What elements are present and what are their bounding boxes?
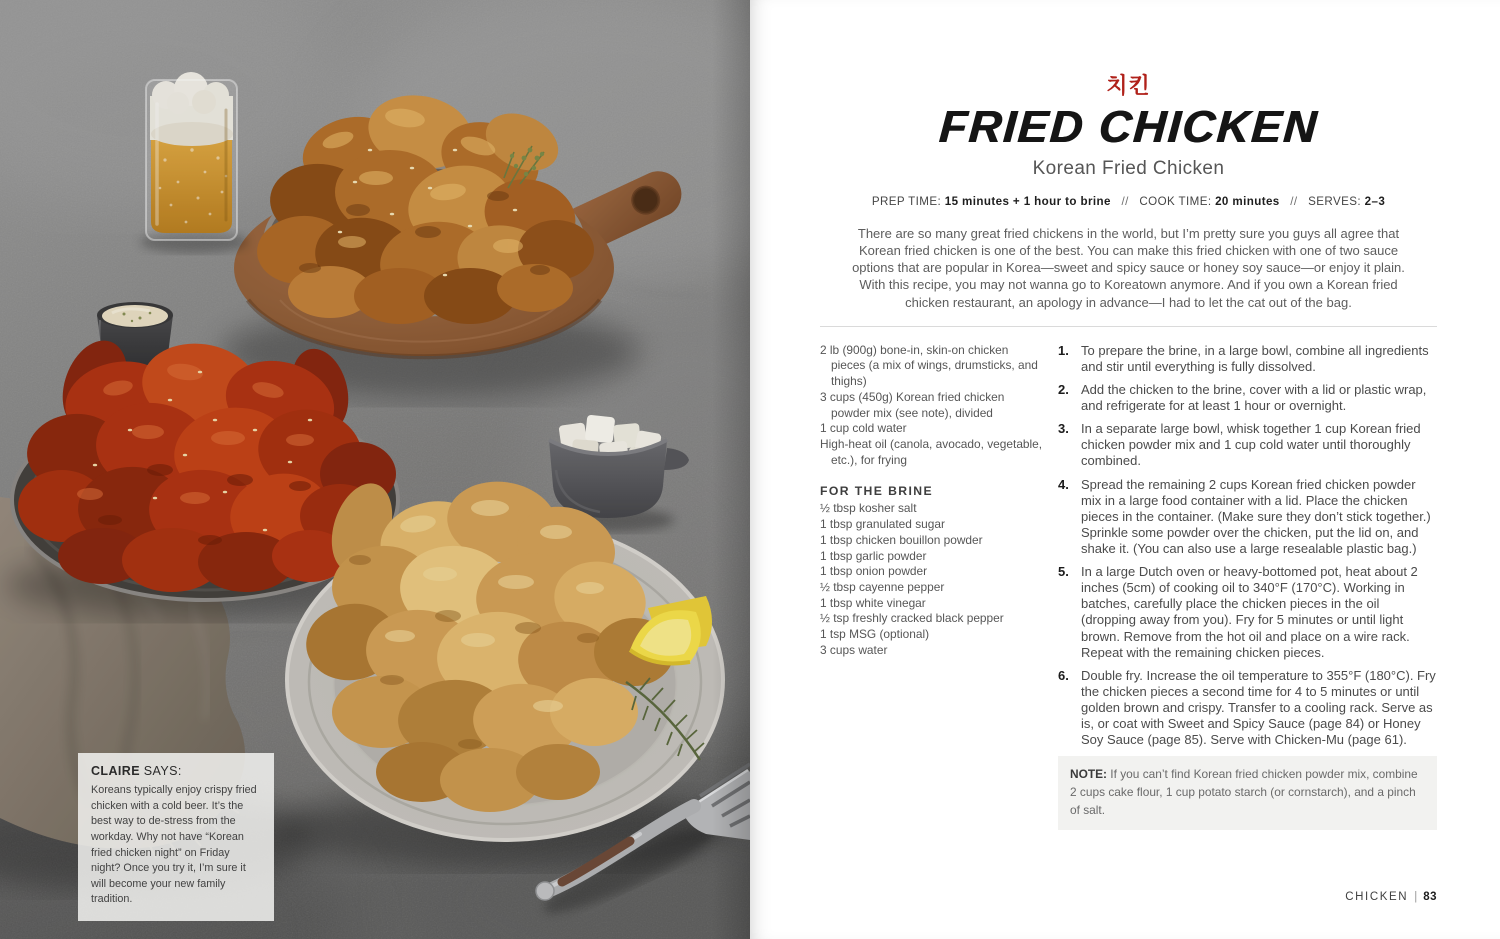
ingredients-column [820,343,1044,830]
claire-says-box [78,753,274,921]
brine-item: 1 tbsp granulated sugar [820,517,945,532]
step-item [1058,382,1437,414]
brine-item: 1 tbsp garlic powder [820,548,927,563]
recipe-subtitle: Korean Fried Chicken [1032,158,1225,179]
recipe-meta [820,195,1437,208]
page-gutter-shadow [712,0,750,939]
cook-time-label: COOK TIME: [1139,195,1212,208]
step-text: Add the chicken to the brine, cover with a lid or plastic wrap, and refrigerate for at least 1 hour or overnight. [1081,382,1427,414]
brine-item: 1 tbsp chicken bouillon powder [820,532,983,547]
step-item [1058,668,1437,749]
brine-section-header: FOR THE BRINE [820,484,933,499]
page-number: 83 [1423,891,1437,903]
step-text: To prepare the brine, in a large bowl, combine all ingredients and stir until everything is fully dissolved. [1081,342,1429,374]
brine-item: ½ tbsp cayenne pepper [820,579,945,594]
brine-item: 1 tsp MSG (optional) [820,627,930,642]
brine-item: ½ tsp freshly cracked black pepper [820,611,1004,626]
prep-time-value: 15 minutes + 1 hour to brine [944,195,1111,208]
step-item [1058,343,1437,375]
step-text: Spread the remaining 2 cups Korean fried chicken powder mix in a large food container with a lid. Place the chicken pieces in the container. (Make sure they don’t stick together.) Sprinkle some powder over the chicken, put the lid on, and shake it. (You can also use a large resealable plastic bag.) [1081,476,1431,556]
step-number: 6. [1058,667,1069,683]
page-footer [1345,891,1437,903]
ingredients-list [820,343,1044,469]
brine-item: ½ tbsp kosher salt [820,501,917,516]
ingredient-item: 1 cup cold water [820,421,907,436]
chapter-name: CHICKEN [1345,891,1409,903]
brine-item: 3 cups water [820,642,888,657]
note-label: NOTE: [1070,767,1107,782]
step-number: 4. [1058,476,1069,492]
prep-time-label: PREP TIME: [871,195,942,208]
note-text: If you can’t find Korean fried chicken powder mix, combine 2 cups cake flour, 1 cup potato starch (or cornstarch), and a pinch of salt. [1070,767,1418,818]
recipe-page [750,0,1500,939]
step-text: In a separate large bowl, whisk together 1 cup Korean fried chicken powder mix and 1 cup cold water until thoroughly combined. [1081,421,1421,469]
meta-separator: // [1121,195,1129,208]
steps-list [1058,343,1437,749]
step-item [1058,421,1437,469]
brine-item: 1 tbsp onion powder [820,564,928,579]
recipe-title: FRIED CHICKEN [937,101,1320,152]
step-item [1058,477,1437,558]
brine-item: 1 tbsp white vinegar [820,595,926,610]
brine-list [820,501,1044,658]
divider-rule [820,326,1437,327]
steps-column [1058,343,1437,830]
footer-divider: | [1414,891,1418,903]
serves-label: SERVES: [1308,195,1362,208]
step-number: 3. [1058,421,1069,437]
korean-kicker: 치킨 [1106,73,1151,98]
cook-time-value: 20 minutes [1215,195,1280,208]
ingredient-item: High-heat oil (canola, avocado, vegetable, etc.), for frying [820,437,1043,467]
step-text: In a large Dutch oven or heavy-bottomed pot, heat about 2 inches (5cm) of cooking oil to 340°F (170°C). Working in batches, carefully place the chicken pieces in the oil (dropping away from you). Fry for 5 minutes or until light brown. Remove from the hot oil and place on a wire rack. Repeat with the remaining chicken pieces. [1081,564,1418,660]
step-item [1058,564,1437,661]
ingredient-item: 3 cups (450g) Korean fried chicken powder mix (see note), divided [820,389,1005,420]
meta-separator: // [1290,195,1298,208]
step-number: 5. [1058,564,1069,580]
step-number: 2. [1058,382,1069,397]
note-box [1058,756,1437,830]
claire-says-body: Koreans typically enjoy crispy fried chicken with a cold beer. It’s the best way to de-stress from the workday. Why not have “Korean fried chicken night” on Friday night? Once you try it, I’m sure it will become your new family tradition. [91,784,257,906]
claire-says-title: CLAIRE SAYS: [91,764,182,778]
serves-value: 2–3 [1364,195,1386,208]
ingredient-item: 2 lb (900g) bone-in, skin-on chicken pieces (a mix of wings, drumsticks, and thighs) [820,342,1038,389]
recipe-intro: There are so many great fried chickens in the world, but I’m pretty sure you guys all agree that Korean fried chicken is one of the best. You can make this fried chicken with one of two sauce options that are popular in Korea—sweet and spicy sauce or honey soy sauce—or enjoy it plain. With this recipe, you may not wanna go to Koreatown anymore. And if you own a Korean fried chicken restaurant, an apology in advance—I had to let the cat out of the bag. [852,226,1405,310]
step-text: Double fry. Increase the oil temperature to 355°F (180°C). Fry the chicken pieces a second time for 4 to 5 minutes or until golden brown and crispy. Transfer to a cooling rack. Serve as is, or coat with Sweet and Spicy Sauce (page 84) or Honey Soy Sauce (page 85). Serve with Chicken-Mu (page 61). [1081,667,1436,748]
step-number: 1. [1058,342,1069,358]
